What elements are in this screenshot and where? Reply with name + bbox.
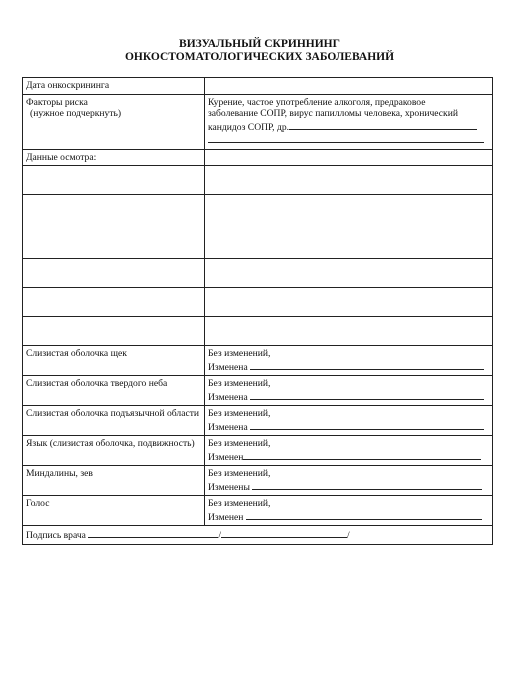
date-label: Дата онкоскрининга	[23, 78, 205, 95]
row-label: Слизистая оболочка подъязычной области	[23, 406, 205, 436]
exam-blank-cell[interactable]	[23, 259, 205, 288]
row-label: Слизистая оболочка твердого неба	[23, 376, 205, 406]
exam-blank-cell[interactable]	[23, 195, 205, 259]
table-row	[23, 376, 493, 406]
risk-row	[23, 94, 493, 149]
exam-blank-cell[interactable]	[23, 288, 205, 317]
row-label: Слизистая оболочка щек	[23, 346, 205, 376]
row-option-changed: Изменен	[208, 451, 244, 463]
row-label: Голос	[23, 496, 205, 526]
page-title	[0, 38, 519, 64]
row-option-unchanged: Без изменений,	[208, 468, 271, 479]
row-label: Миндалины, зев	[23, 466, 205, 496]
risk-hint: (нужное подчеркнуть)	[30, 108, 122, 119]
risk-text-3: кандидоз СОПР, др.	[208, 121, 290, 133]
signature-slash-1: /	[218, 530, 221, 541]
risk-text-1: Курение, частое употребление алкоголя, предраковое	[208, 96, 426, 108]
exam-label: Данные осмотра:	[23, 149, 205, 166]
risk-options-cell[interactable]	[205, 94, 493, 149]
risk-label-cell	[23, 94, 205, 149]
exam-blank-cell[interactable]	[205, 259, 493, 288]
row-blank[interactable]	[246, 510, 482, 520]
row-blank[interactable]	[243, 450, 481, 460]
exam-blank-row-1	[23, 166, 493, 195]
exam-header-field[interactable]	[205, 149, 493, 166]
exam-blank-row-2	[23, 195, 493, 259]
exam-blank-row-3	[23, 259, 493, 288]
table-row	[23, 406, 493, 436]
exam-blank-cell[interactable]	[205, 317, 493, 346]
row-blank[interactable]	[250, 390, 484, 400]
table-row	[23, 466, 493, 496]
exam-blank-row-4	[23, 288, 493, 317]
row-option-changed: Изменена	[208, 361, 248, 373]
signature-label: Подпись врача	[26, 530, 86, 541]
title-line-1: ВИЗУАЛЬНЫЙ СКРИННИНГ	[179, 38, 340, 50]
risk-label: Факторы риска	[26, 96, 88, 108]
row-status-cell[interactable]	[205, 346, 493, 376]
signature-blank[interactable]	[88, 528, 218, 538]
exam-blank-cell[interactable]	[205, 288, 493, 317]
row-option-unchanged: Без изменений,	[208, 408, 271, 419]
row-blank[interactable]	[250, 360, 484, 370]
row-option-unchanged: Без изменений,	[208, 438, 271, 449]
row-status-cell[interactable]	[205, 496, 493, 526]
exam-blank-cell[interactable]	[205, 195, 493, 259]
row-option-unchanged: Без изменений,	[208, 348, 271, 359]
signature-row	[23, 526, 493, 545]
table-row	[23, 346, 493, 376]
row-blank[interactable]	[252, 480, 482, 490]
row-status-cell[interactable]	[205, 376, 493, 406]
exam-blank-row-5	[23, 317, 493, 346]
table-row	[23, 496, 493, 526]
exam-header-row	[23, 149, 493, 166]
signature-name-blank[interactable]	[221, 528, 347, 538]
risk-other-blank[interactable]	[289, 120, 477, 130]
row-option-unchanged: Без изменений,	[208, 378, 271, 389]
row-option-changed: Изменена	[208, 421, 248, 433]
row-blank[interactable]	[250, 420, 484, 430]
row-option-changed: Изменены	[208, 481, 250, 493]
row-option-changed: Изменен	[208, 511, 244, 523]
signature-cell[interactable]	[23, 526, 493, 545]
risk-extra-blank[interactable]	[208, 133, 484, 143]
row-option-changed: Изменена	[208, 391, 248, 403]
exam-blank-cell[interactable]	[205, 166, 493, 195]
row-status-cell[interactable]	[205, 406, 493, 436]
row-option-unchanged: Без изменений,	[208, 498, 271, 509]
exam-blank-cell[interactable]	[23, 317, 205, 346]
date-field[interactable]	[205, 78, 493, 95]
row-status-cell[interactable]	[205, 436, 493, 466]
row-label: Язык (слизистая оболочка, подвижность)	[23, 436, 205, 466]
risk-text-2: заболевание СОПР, вирус папилломы человека, хронический	[208, 108, 458, 119]
screening-table	[22, 77, 493, 545]
date-row	[23, 78, 493, 95]
row-status-cell[interactable]	[205, 466, 493, 496]
exam-blank-cell[interactable]	[23, 166, 205, 195]
table-row	[23, 436, 493, 466]
title-line-2: ОНКОСТОМАТОЛОГИЧЕСКИХ ЗАБОЛЕВАНИЙ	[124, 51, 395, 63]
signature-slash-2: /	[347, 530, 350, 541]
